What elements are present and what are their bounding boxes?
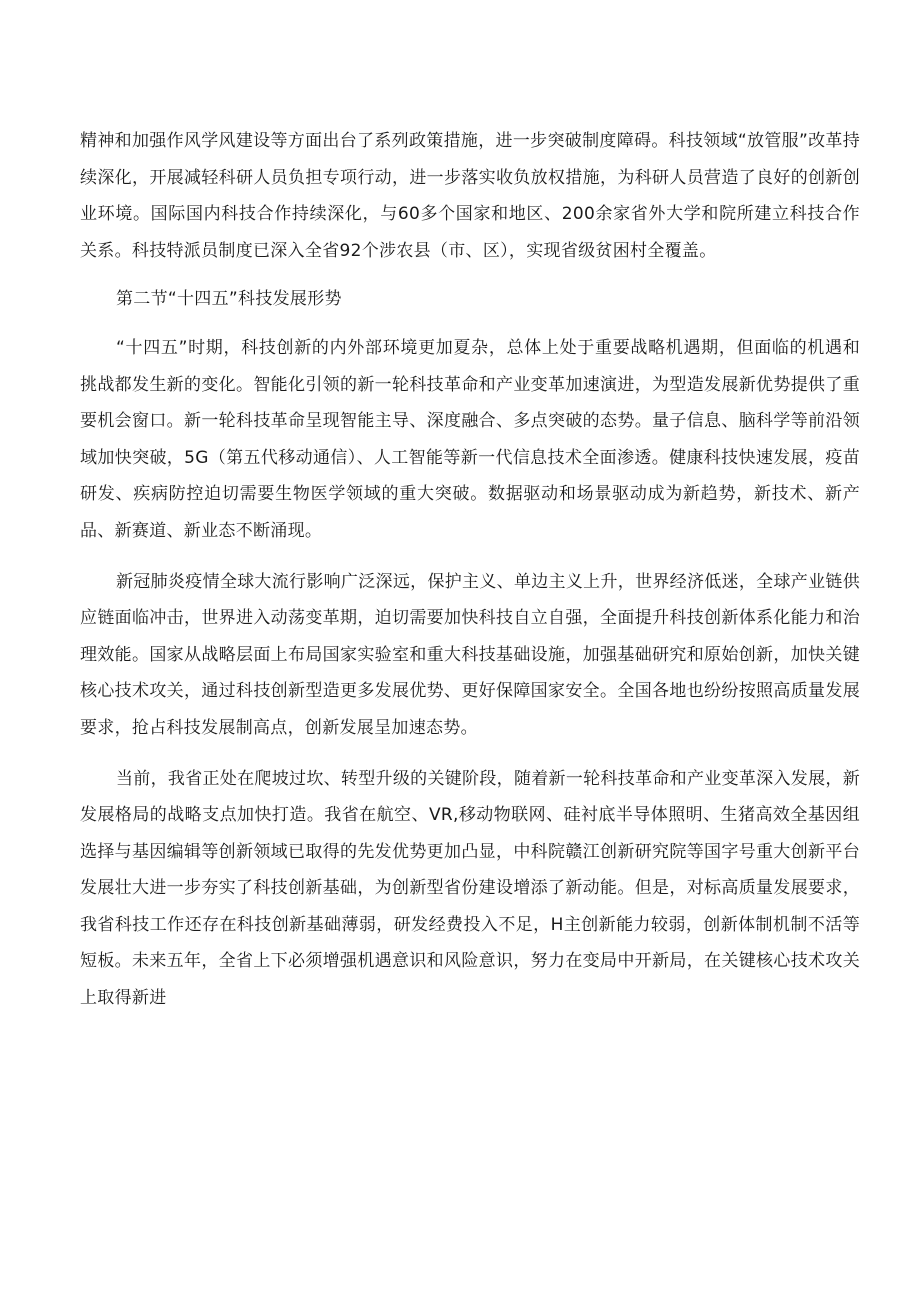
document-body <box>80 123 860 1017</box>
section-heading: 第二节“十四五”科技发展形势 <box>116 289 342 310</box>
paragraph-province: 当前，我省正处在爬坡过坎、转型升级的关键阶段，随着新一轮科技革命和产业变革深入发展，新发展格局的战略支点加快打造。我省在航空、VR,移动物联网、硅衬底半导体照明、生猪高效全基因组选择与基因编辑等创新领域已取得的先发优势更加凸显，中科院赣江创新研究院等国字号重大创新平台发展壮大进一步夯实了科技创新基础，为创新型省份建设增添了新动能。但是，对标高质量发展要求，我省科技工作还存在科技创新基础薄弱，研发经费投入不足，H主创新能力较弱，创新体制机制不活等短板。未来五年，全省上下必须增强机遇意识和风险意识，努力在变局中开新局，在关键核心技术攻关上取得新进 <box>80 768 860 1009</box>
paragraph-pandemic: 新冠肺炎疫情全球大流行影响广泛深远，保护主义、单边主义上升，世界经济低迷，全球产业链供应链面临冲击，世界进入动荡变革期，迫切需要加快科技自立自强，全面提升科技创新体系化能力和治理效能。国家从战略层面上布局国家实验室和重大科技基础设施，加强基础研究和原始创新，加快关键核心技术攻关，通过科技创新型造更多发展优势、更好保障国家安全。全国各地也纷纷按照高质量发展要求，抢占科技发展制高点，创新发展呈加速态势。 <box>80 571 860 738</box>
paragraph-continuation: 精神和加强作风学风建设等方面出台了系列政策措施，进一步突破制度障碍。科技领域“放管服”改革持续深化，开展减轻科研人员负担专项行动，进一步落实收负放权措施，为科研人员营造了良好的创新创业环境。国际国内科技合作持续深化，与60多个国家和地区、200余家省外大学和院所建立科技合作关系。科技特派员制度已深入全省92个涉农县（市、区），实现省级贫困村全覆盖。 <box>80 131 860 261</box>
paragraph-situation: “十四五”时期，科技创新的内外部环境更加夏杂，总体上处于重要战略机遇期，但面临的机遇和挑战都发生新的变化。智能化引领的新一轮科技革命和产业变革加速演进，为型造发展新优势提供了重要机会窗口。新一轮科技革命呈现智能主导、深度融合、多点突破的态势。量子信息、脑科学等前沿领域加快突破，5G（第五代移动通信）、人工智能等新一代信息技术全面渗透。健康科技快速发展，疫苗研发、疾病防控迫切需要生物医学领域的重大突破。数据驱动和场景驱动成为新趋势，新技术、新产品、新赛道、新业态不断涌现。 <box>80 337 860 541</box>
